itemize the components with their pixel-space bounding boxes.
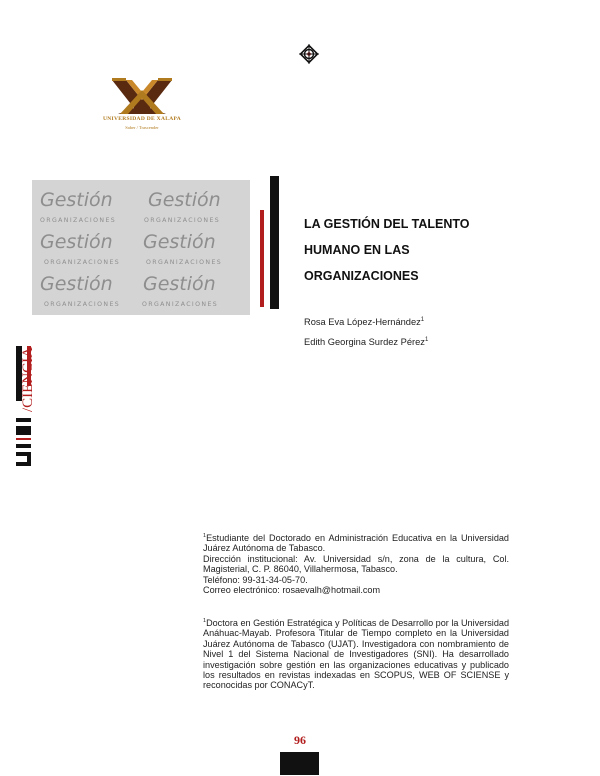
- gestion-organizaciones-graphic: [32, 180, 250, 315]
- footnote-line: [203, 616, 509, 691]
- author-line: [304, 317, 424, 327]
- gestion-word: Gestión: [143, 273, 216, 295]
- article-title-line: ORGANIZACIONES: [304, 269, 419, 283]
- footnote-first: [203, 531, 509, 595]
- article-title-line: LA GESTIÓN DEL TALENTO: [304, 217, 470, 231]
- page-number: 96: [294, 733, 306, 747]
- author-name: Edith Georgina Surdez Pérez: [304, 337, 425, 348]
- author-footnote-mark: 1: [424, 337, 429, 343]
- organizaciones-word: ORGANIZACIONES: [142, 301, 219, 308]
- footnote-line: Correo electrónico: rosaevalh@hotmail.com: [203, 585, 381, 596]
- author-name: Rosa Eva López-Hernández: [304, 317, 421, 328]
- ciencia-label: /CIENCIA: [20, 347, 36, 412]
- divider-bar-red: [260, 210, 264, 307]
- footnote-line: [203, 531, 509, 554]
- footnote-line: Teléfono: 99-31-34-05-70.: [203, 574, 308, 585]
- gestion-word: Gestión: [40, 231, 113, 253]
- footnote-mark: 1: [203, 618, 207, 624]
- footnote-text: Doctora en Gestión Estratégica y Políticas de Desarrollo por la Universidad Anáhuac-Mayab. Profesora Titular de Tiempo completo en la Universidad Juárez Autónoma de Tabasco (UJAT). Investigadora con nombramiento de Nivel 1 del Sistema Nacional de Investigadores (SNI). Ha desarrollado investigación sobre gestión en las organizaciones educativas y publicado los resultados en revistas indexadas en SCOPUS, WEB OF SCIENSE y reconocidas por CONACyT.: [203, 618, 509, 691]
- footnote-second: [203, 616, 509, 691]
- page-footer-bar: [280, 752, 319, 775]
- divider-bar-black: [270, 176, 279, 309]
- article-title: [304, 211, 504, 289]
- organizaciones-word: ORGANIZACIONES: [44, 301, 121, 308]
- author-line: [304, 337, 428, 347]
- footnote-line: Dirección institucional: Av. Universidad s/n, zona de la cultura, Col. Magisterial, C. P. 86040, Villahermosa, Tabasco.: [203, 553, 509, 575]
- gestion-word: Gestión: [143, 231, 216, 253]
- gestion-word: Gestión: [40, 273, 113, 295]
- crosshair-ornament-icon: [298, 43, 320, 65]
- footnote-text: Estudiante del Doctorado en Administración Educativa en la Universidad Juárez Autónoma de Tabasco.: [203, 533, 509, 554]
- organizaciones-word: ORGANIZACIONES: [144, 217, 221, 224]
- gestion-word: Gestión: [40, 189, 113, 211]
- footnote-mark: 1: [203, 533, 207, 539]
- ciencia-emblem: [13, 346, 39, 472]
- gestion-word: Gestión: [148, 189, 221, 211]
- author-footnote-mark: 1: [420, 317, 425, 323]
- organizaciones-word: ORGANIZACIONES: [44, 259, 121, 266]
- organizaciones-word: ORGANIZACIONES: [146, 259, 223, 266]
- university-motto: Saber / Trascender: [125, 125, 159, 130]
- university-name: UNIVERSIDAD DE XALAPA: [102, 116, 181, 122]
- organizaciones-word: ORGANIZACIONES: [40, 217, 117, 224]
- article-title-line: HUMANO EN LAS: [304, 243, 410, 257]
